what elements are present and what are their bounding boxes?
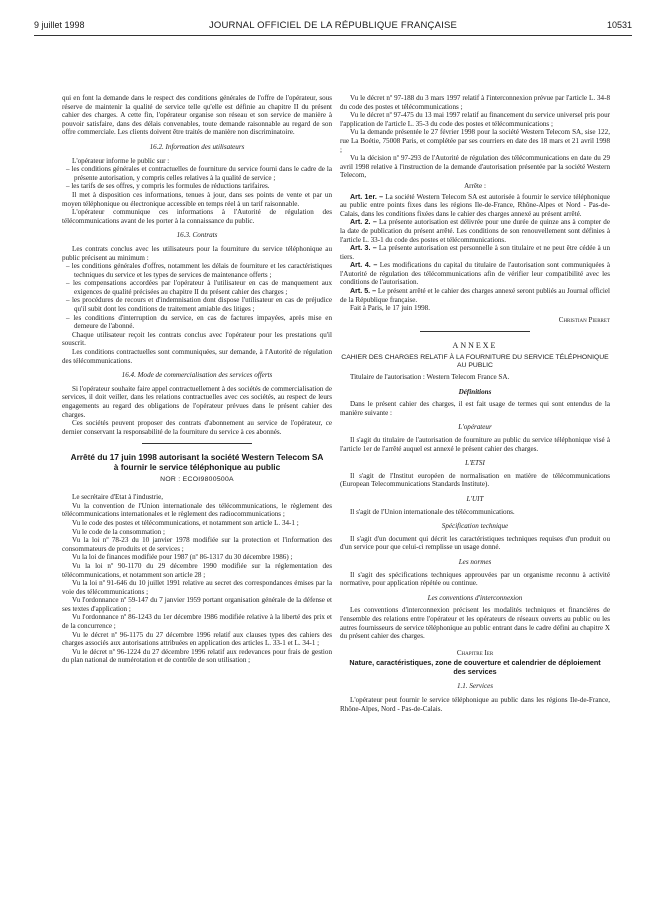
signature: Christian Pierret xyxy=(558,315,610,324)
header-page-number: 10531 xyxy=(606,20,632,30)
section-divider xyxy=(142,443,252,444)
paragraph: Vu le décret nº 96-1175 du 27 décembre 1996 relatif aux clauses types des cahiers des charges associés aux autorisations attribuées en application des articles L. 33-1 et L. 34-1 ; xyxy=(62,630,332,648)
term-heading: Spécification technique xyxy=(441,522,509,531)
chapter-title: Nature, caractéristiques, zone de couverture et calendrier de déploiement des services xyxy=(349,658,601,676)
paragraph: Vu le décret nº 97-188 du 3 mars 1997 relatif à l'interconnexion prévue par l'article L. 34-8 du code des postes et télécommunications ; xyxy=(340,94,610,111)
paragraph: Vu la loi de finances modifiée pour 1987 (nº 86-1317 du 30 décembre 1986) ; xyxy=(72,553,293,562)
paragraph: Vu la loi nº 78-23 du 10 janvier 1978 modifiée sur la protection et l'information des consommateurs de produits et de services ; xyxy=(62,536,332,553)
paragraph: Vu le code des postes et télécommunications, et notamment son article L. 34-1 ; xyxy=(72,518,299,527)
annexe-heading: ANNEXE xyxy=(452,341,498,351)
paragraph: Les conventions d'interconnexion précisent les modalités techniques et financières de l'ensemble des relations entre l'opérateur et les opérateurs de réseaux ouverts au public ou les autres fournisseurs de service téléphonique au public entrant dans le cadre défini au chapitre X du présent cahier des charges. xyxy=(340,606,610,641)
decree-title: Arrêté du 17 juin 1998 autorisant la société Western Telecom SA à fournir le service téléphonique au public xyxy=(70,452,324,472)
term-heading: Les conventions d'interconnexion xyxy=(427,593,523,602)
paragraph: Titulaire de l'autorisation : Western Telecom France SA. xyxy=(350,373,510,382)
paragraph: Les conditions contractuelles sont communiquées, sur demande, à l'Autorité de régulation des télécommunications. xyxy=(62,348,332,365)
paragraph: Ces sociétés peuvent proposer des contrats d'abonnement au service de l'opérateur, ce dernier conservant la responsabilité de la fourniture du service à ces abonnés. xyxy=(62,419,332,436)
header-date: 9 juillet 1998 xyxy=(34,20,85,30)
paragraph: L'opérateur communique ces informations à l'Autorité de régulation des télécommunications avant de les porter à la connaissance du public. xyxy=(62,208,332,225)
paragraph: Vu l'ordonnance nº 59-147 du 7 janvier 1959 portant organisation générale de la défense et ses textes d'application ; xyxy=(62,596,332,613)
right-column xyxy=(340,94,610,713)
paragraph: L'opérateur peut fournir le service téléphonique au public dans les régions Ile-de-France, Rhône-Alpes, Nord - Pas-de-Calais. xyxy=(340,696,610,713)
section-heading: 16.4. Mode de commercialisation des services offerts xyxy=(121,371,273,380)
paragraph: Il s'agit des spécifications techniques approuvées par un organisme reconnu à activité normative, pour application répétée ou continue. xyxy=(340,570,610,588)
paragraph: Chaque utilisateur reçoit les contrats conclus avec l'opérateur pour les prestations qu'il souscrit. xyxy=(62,330,332,348)
paragraph: Il s'agit de l'Institut européen de normalisation en matière de télécommunications (European Telecommunications Standards Institute). xyxy=(340,471,610,489)
left-column xyxy=(62,94,332,665)
list-item: – les conditions générales d'offres, notamment les délais de fourniture et les caractéristiques techniques du service et les types de services de maintenance offerts ; xyxy=(66,262,332,279)
header-journal-title: JOURNAL OFFICIEL DE LA RÉPUBLIQUE FRANÇAISE xyxy=(208,20,458,31)
article-4: Art. 4. – Les modifications du capital du titulaire de l'autorisation sont communiquées à l'Autorité de régulation des télécommunications afin de vérifier leur compatibilité avec les conditions de l'autorisation. xyxy=(340,261,610,287)
list-item: – les conditions d'interruption du service, en cas de factures impayées, après mise en demeure de l'abonné. xyxy=(66,313,332,331)
paragraph: Vu le décret nº 96-1224 du 27 décembre 1996 relatif aux redevances pour frais de gestion du plan national de numérotation et de contrôle de son utilisation ; xyxy=(62,647,332,665)
paragraph: Les contrats conclus avec les utilisateurs pour la fourniture du service téléphonique au public précisent au minimum : xyxy=(62,244,332,262)
article-5: Art. 5. – Le présent arrêté et le cahier des charges annexé seront publiés au Journal officiel de la République française. xyxy=(340,287,610,304)
list-item: – les compensations accordées par l'opérateur à l'utilisateur en cas de manquement aux exigences de qualité précisées au chapitre II du présent cahier des charges ; xyxy=(66,279,332,296)
article-2: Art. 2. – La présente autorisation est délivrée pour une durée de quinze ans à compter de la date de publication du présent arrêté. Les conditions de son renouvellement sont définies à l'article L. 33-1 du code des postes et télécommunications. xyxy=(340,218,610,244)
list-item: – les conditions générales et contractuelles de fourniture du service fourni dans le cadre de la présente autorisation, y compris celles relatives à la qualité de service ; xyxy=(66,165,332,182)
chapter-number: Chapitre Ier xyxy=(456,648,494,657)
section-heading: 16.3. Contrats xyxy=(176,231,218,240)
term-heading: Les normes xyxy=(458,557,492,566)
paragraph: Si l'opérateur souhaite faire appel contractuellement à des sociétés de commercialisation de services, il doit veiller, dans les relations contractuelles avec ces sociétés, au respect de leurs engagements au regard des obligations de l'opérateur prévues dans le présent cahier des charges. xyxy=(62,384,332,419)
running-header xyxy=(34,20,632,34)
paragraph: L'opérateur informe le public sur : xyxy=(72,156,170,165)
term-heading: L'opérateur xyxy=(458,423,492,432)
paragraph: Dans le présent cahier des charges, il est fait usage de termes qui sont entendus de la manière suivante : xyxy=(340,400,610,417)
term-heading: L'UIT xyxy=(466,494,484,503)
list-item: – les procédures de recours et d'indemnisation dont dispose l'utilisateur en cas de préjudice qu'il subit dont les conditions de traitement amiable des litiges ; xyxy=(66,296,332,314)
section-divider xyxy=(420,331,530,332)
definitions-heading: Définitions xyxy=(458,387,492,396)
paragraph: Le secrétaire d'Etat à l'industrie, xyxy=(72,493,163,502)
term-heading: L'ETSI xyxy=(465,459,485,468)
paragraph: Vu la décision nº 97-293 de l'Autorité de régulation des télécommunications en date du 29 avril 1998 relative à l'instruction de la demande d'autorisation présentée par la société Western Telecom, xyxy=(340,154,610,180)
paragraph: Vu l'ordonnance nº 86-1243 du 1er décembre 1986 modifiée relative à la liberté des prix et de la concurrence ; xyxy=(62,613,332,631)
article-3: Art. 3. – La présente autorisation est personnelle à son titulaire et ne peut être cédée à un tiers. xyxy=(340,244,611,261)
section-heading: 1.1. Services xyxy=(456,682,494,691)
paragraph: Il met à disposition ces informations, tenues à jour, dans ses points de vente et par un moyen téléphonique ou électronique accessible en temps réel à un tarif raisonnable. xyxy=(62,190,332,208)
arrete-heading: Arrête : xyxy=(464,181,486,190)
paragraph: qui en font la demande dans le respect des conditions générales de l'offre de l'opérateur, sous réserve de maintenir la qualité de service telle qu'elle est définie au chapitre II du présent cahier des charges. A cette fin, l'opérateur organise son réseau et son service de manière à pouvoir satisfaire, dans des délais convenables, toute demande raisonnable au regard de son offre commerciale. Les clients doivent être traités de manière non discriminatoire. xyxy=(62,94,332,137)
paragraph: Il s'agit de l'Union internationale des télécommunications. xyxy=(350,507,515,516)
article-1: Art. 1er. – La société Western Telecom SA est autorisée à fournir le service téléphonique au public entre points fixes dans les régions Ile-de-France, Rhône-Alpes et Nord - Pas-de-Calais, dans les conditions fixées dans le cahier des charges annexé au présent arrêté. xyxy=(340,192,611,218)
paragraph: Vu la loi nº 90-1170 du 29 décembre 1990 modifiée sur la réglementation des télécommunications, et notamment son article 28 ; xyxy=(62,561,332,579)
paragraph: Il s'agit du titulaire de l'autorisation de fourniture au public du service téléphonique visé à l'article 1er de l'arrêté auquel est annexé le présent cahier des charges. xyxy=(340,436,610,453)
place-date: Fait à Paris, le 17 juin 1998. xyxy=(350,304,430,313)
header-rule xyxy=(34,35,632,36)
paragraph: Vu le décret nº 97-475 du 13 mai 1997 relatif au financement du service universel pris pour l'application de l'article L. 35-3 du code des postes et télécommunications ; xyxy=(340,111,610,128)
paragraph: Il s'agit d'un document qui décrit les caractéristiques techniques requises d'un produit ou d'un service pour que celui-ci remplisse un usage donné. xyxy=(340,534,610,552)
nor-reference: NOR : ECOI9800500A xyxy=(160,475,234,483)
paragraph: Vu la convention de l'Union internationale des télécommunications, le règlement des télécommunications internationales et le règlement des radiocommunications ; xyxy=(62,501,332,519)
section-heading: 16.2. Information des utilisateurs xyxy=(149,142,245,151)
paragraph: Vu la loi nº 91-646 du 10 juillet 1991 relative au secret des correspondances émises par la voie des télécommunications ; xyxy=(62,579,332,596)
paragraph: Vu la demande présentée le 27 février 1998 pour la société Western Telecom SA, sise 122, rue La Boétie, 75008 Paris, et complétée par ses courriers en date des 18 mars et 21 avril 1998 ; xyxy=(340,128,610,154)
annexe-title: CAHIER DES CHARGES RELATIF À LA FOURNITURE DU SERVICE TÉLÉPHONIQUE AU PUBLIC xyxy=(341,354,609,370)
list-item: – les tarifs de ses offres, y compris les formules de réductions tarifaires. xyxy=(66,182,270,191)
paragraph: Vu le code de la consommation ; xyxy=(72,527,165,536)
